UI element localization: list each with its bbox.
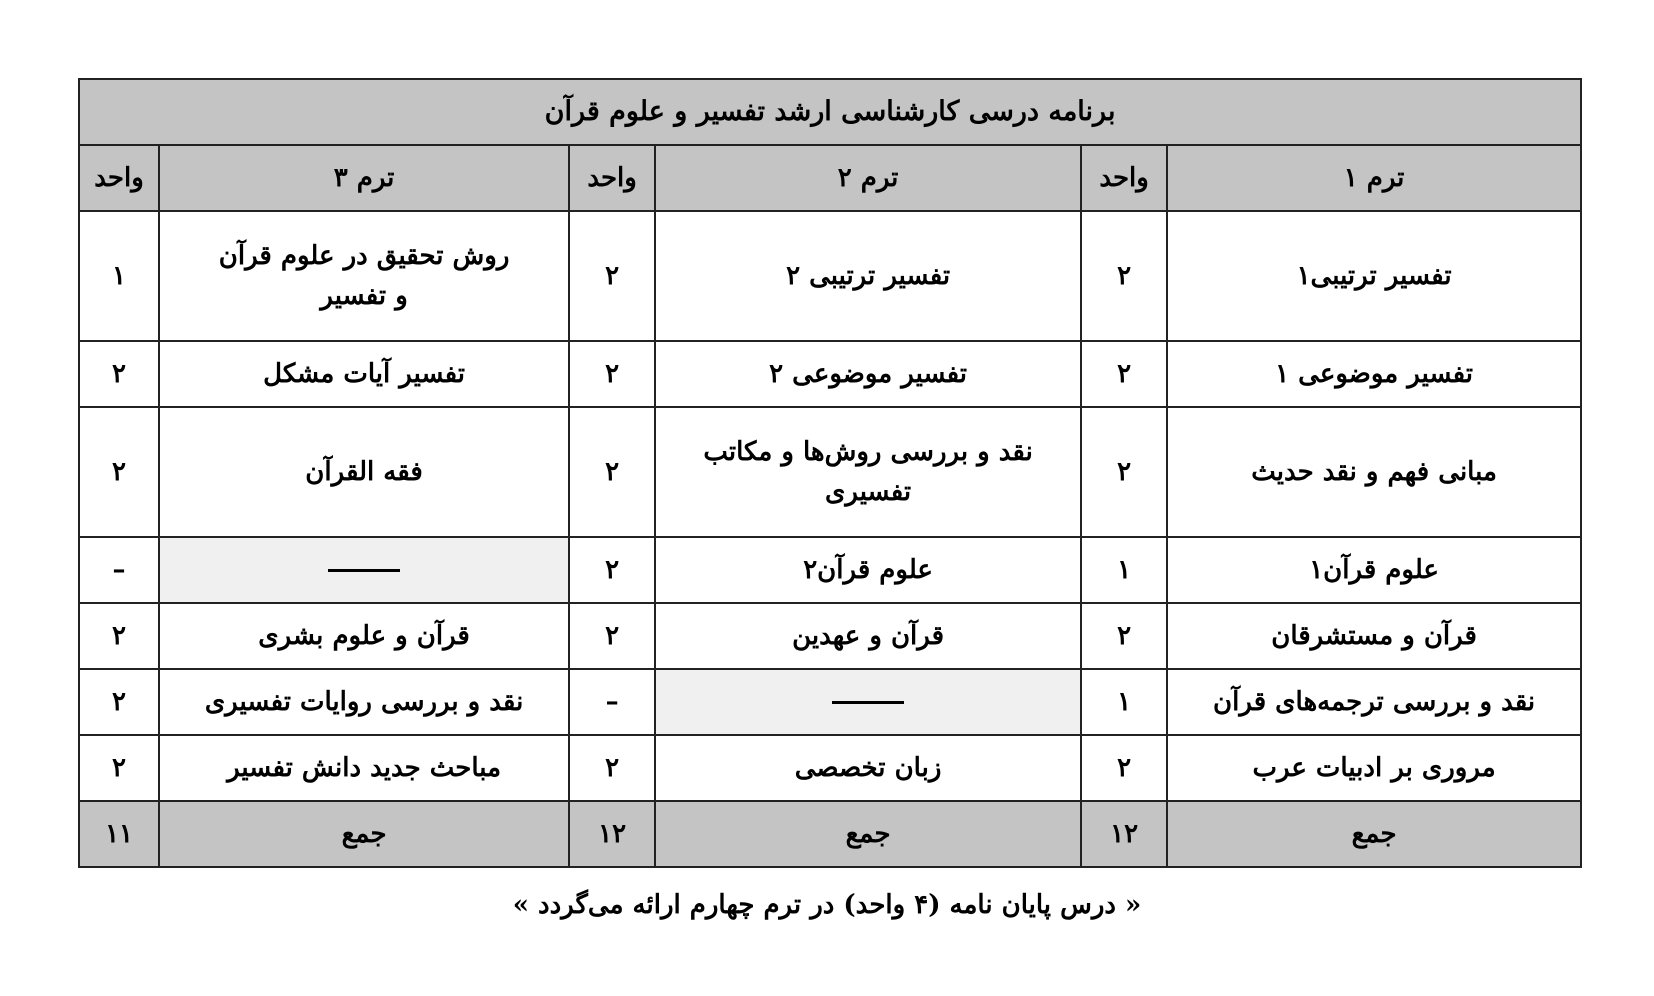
course-term3: فقه القرآن [159,407,569,537]
header-unit-term3: واحد [79,145,159,211]
table-header-row [79,145,1581,211]
unit-term3: ۲ [79,603,159,669]
course-term2: نقد و بررسی روش‌ها و مکاتب تفسیری [655,407,1081,537]
course-term3-empty [159,537,569,603]
totals-row [79,801,1581,867]
course-term2-empty [655,669,1081,735]
total-unit-term3: ۱۱ [79,801,159,867]
total-label-term3: جمع [159,801,569,867]
course-term2: قرآن و عهدین [655,603,1081,669]
unit-term1: ۱ [1081,669,1167,735]
course-term3: روش تحقیق در علوم قرآن و تفسیر [159,211,569,341]
total-label-term1: جمع [1167,801,1581,867]
course-term1: نقد و بررسی ترجمه‌های قرآن [1167,669,1581,735]
header-term1: ترم ۱ [1167,145,1581,211]
unit-term3: ۱ [79,211,159,341]
course-term1: قرآن و مستشرقان [1167,603,1581,669]
empty-dash-line [832,701,904,704]
unit-term1: ۲ [1081,735,1167,801]
header-unit-term2: واحد [569,145,655,211]
course-term2: علوم قرآن۲ [655,537,1081,603]
course-term2: تفسیر موضوعی ۲ [655,341,1081,407]
course-term1: علوم قرآن۱ [1167,537,1581,603]
unit-term1: ۲ [1081,211,1167,341]
curriculum-table [78,78,1582,868]
unit-term3: ۲ [79,669,159,735]
table-row [79,735,1581,801]
unit-term3: ۲ [79,735,159,801]
unit-term2: – [569,669,655,735]
course-term3: تفسیر آیات مشکل [159,341,569,407]
unit-term1: ۲ [1081,341,1167,407]
unit-term2: ۲ [569,211,655,341]
thesis-footnote: « درس پایان نامه (۴ واحد) در ترم چهارم ارائه می‌گردد » [512,890,1142,920]
unit-term2: ۲ [569,735,655,801]
total-unit-term2: ۱۲ [569,801,655,867]
total-unit-term1: ۱۲ [1081,801,1167,867]
unit-term2: ۲ [569,341,655,407]
table-row [79,669,1581,735]
unit-term3: ۲ [79,407,159,537]
header-term2: ترم ۲ [655,145,1081,211]
unit-term2: ۲ [569,603,655,669]
unit-term2: ۲ [569,537,655,603]
course-term2: تفسیر ترتیبی ۲ [655,211,1081,341]
unit-term2: ۲ [569,407,655,537]
course-term1: تفسیر موضوعی ۱ [1167,341,1581,407]
course-term3: قرآن و علوم بشری [159,603,569,669]
table-row [79,407,1581,537]
total-label-term2: جمع [655,801,1081,867]
table-title-row [79,79,1581,145]
unit-term3: – [79,537,159,603]
unit-term1: ۱ [1081,537,1167,603]
course-term3: مباحث جدید دانش تفسیر [159,735,569,801]
header-term3: ترم ۳ [159,145,569,211]
course-term1: تفسیر ترتیبی۱ [1167,211,1581,341]
course-term3: نقد و بررسی روایات تفسیری [159,669,569,735]
course-term2: زبان تخصصی [655,735,1081,801]
course-term1: مبانی فهم و نقد حدیث [1167,407,1581,537]
course-term1: مروری بر ادبیات عرب [1167,735,1581,801]
table-row [79,211,1581,341]
unit-term1: ۲ [1081,603,1167,669]
empty-dash-line [328,569,400,572]
table-title: برنامه درسی کارشناسی ارشد تفسیر و علوم قرآن [79,79,1581,145]
table-row [79,603,1581,669]
unit-term1: ۲ [1081,407,1167,537]
header-unit-term1: واحد [1081,145,1167,211]
unit-term3: ۲ [79,341,159,407]
table-row [79,537,1581,603]
table-row [79,341,1581,407]
